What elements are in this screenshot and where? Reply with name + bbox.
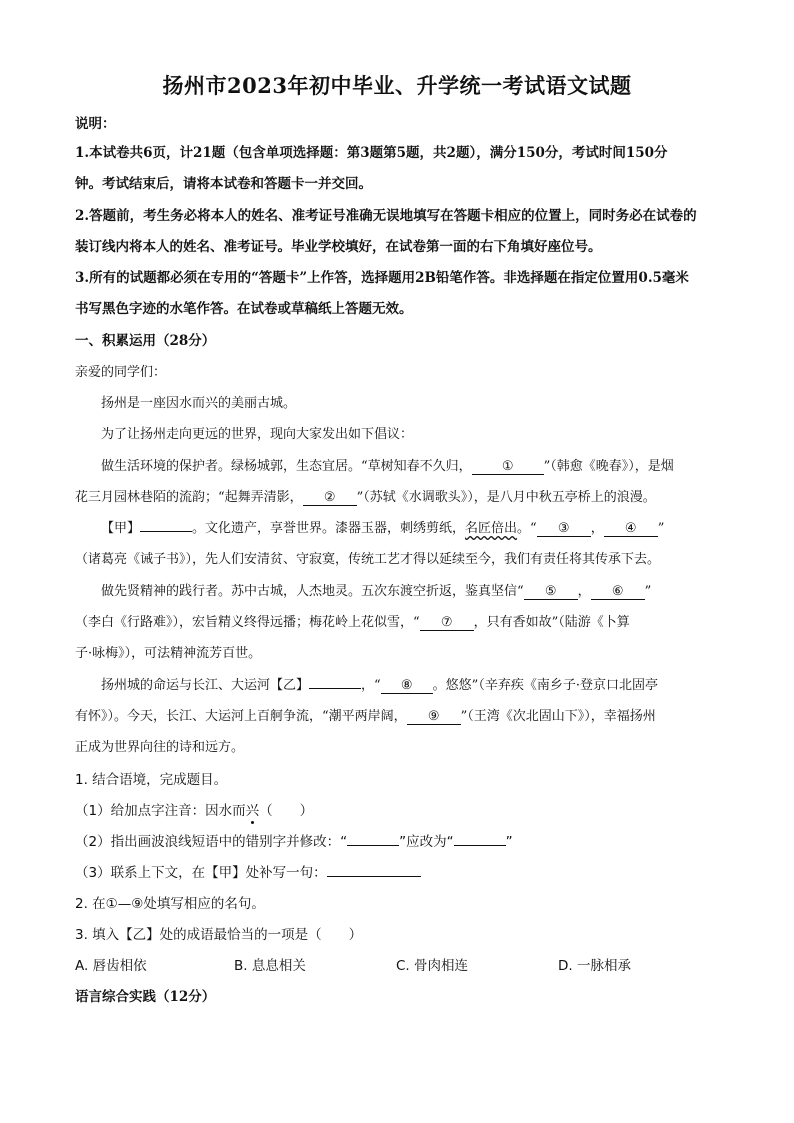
option-d[interactable]: D. 一脉相承 bbox=[558, 958, 631, 974]
text: ”（王湾《次北固山下》），幸福扬州 bbox=[460, 709, 656, 724]
text: ， bbox=[590, 521, 604, 536]
blank-7[interactable]: ⑦ bbox=[420, 615, 474, 631]
blank-8[interactable]: ⑧ bbox=[381, 678, 433, 694]
letter-paragraph-6-line-2 bbox=[75, 705, 656, 725]
text: ” bbox=[657, 521, 665, 536]
letter-paragraph-1: 扬州是一座因水而兴的美丽古城。 bbox=[101, 396, 297, 411]
blank-yi[interactable] bbox=[309, 688, 361, 689]
text: ”应改为“ bbox=[399, 834, 454, 850]
blank-1[interactable]: ① bbox=[472, 459, 544, 475]
letter-paragraph-6-line-3: 正成为世界向往的诗和远方。 bbox=[75, 740, 245, 755]
text: ， bbox=[577, 584, 591, 599]
question-1-3 bbox=[75, 861, 421, 881]
wrong-char-blank[interactable] bbox=[347, 845, 399, 846]
jia-marker: 【甲】 bbox=[101, 521, 141, 536]
text: ” bbox=[505, 834, 513, 850]
note-3-line-2: 书写黑色字迹的水笔作答。在试卷或草稿纸上答题无效。 bbox=[75, 301, 413, 317]
note-2-line-2: 装订线内将本人的姓名、准考证号。毕业学校填好，在试卷第一面的右下角填好座位号。 bbox=[75, 239, 602, 255]
letter-paragraph-4-line-2: （诸葛亮《诫子书》），先人们安清贫、守寂寞，传统工艺才得以延续至今，我们有责任将其传承下去。 bbox=[75, 552, 661, 567]
question-3: 3. 填入【乙】处的成语最恰当的一项是（ ） bbox=[75, 927, 363, 943]
text: 做先贤精神的践行者。苏中古城，人杰地灵。五次东渡空折返，鉴真坚信“ bbox=[101, 584, 524, 599]
text: 有怀》）。今天，长江、大运河上百舸争流，“潮平两岸阔， bbox=[75, 709, 407, 724]
letter-paragraph-6-line-1 bbox=[101, 674, 658, 694]
note-1-line-1: 1.本试卷共6页，计21题（包含单项选择题：第3题第5题，共2题），满分150分，考试时间150分 bbox=[75, 145, 668, 161]
question-1: 1. 结合语境，完成题目。 bbox=[75, 772, 228, 788]
letter-paragraph-4-line-1 bbox=[101, 517, 664, 537]
wavy-phrase: 名匠倍出 bbox=[465, 521, 518, 536]
question-1-1 bbox=[75, 799, 313, 819]
letter-paragraph-5-line-3: 子·咏梅》），可法精神流芳百世。 bbox=[75, 646, 262, 661]
blank-3[interactable]: ③ bbox=[537, 521, 591, 537]
text: ” bbox=[644, 584, 652, 599]
text: ，“ bbox=[361, 678, 381, 693]
section-1-heading: 一、积累运用（28分） bbox=[75, 333, 216, 349]
note-1-line-2: 钟。考试结束后，请将本试卷和答题卡一并交回。 bbox=[75, 176, 372, 192]
notes-heading: 说明： bbox=[75, 116, 116, 132]
option-a[interactable]: A. 唇齿相依 bbox=[75, 958, 147, 974]
text: （3）联系上下文，在【甲】处补写一句： bbox=[75, 865, 327, 881]
blank-6[interactable]: ⑥ bbox=[591, 584, 645, 600]
text: 做生活环境的保护者。绿杨城郭，生态宜居。“草树知春不久归， bbox=[101, 459, 472, 474]
answer-parens[interactable]: （ ） bbox=[259, 803, 314, 819]
letter-paragraph-2: 为了让扬州走向更远的世界，现向大家发出如下倡议： bbox=[101, 427, 414, 442]
blank-5[interactable]: ⑤ bbox=[524, 584, 578, 600]
text: 。“ bbox=[517, 521, 537, 536]
question-1-2 bbox=[75, 830, 513, 850]
blank-9[interactable]: ⑨ bbox=[407, 709, 461, 725]
text: ”（苏轼《水调歌头》），是八月中秋五亭桥上的浪漫。 bbox=[356, 490, 656, 505]
note-3-line-1: 3.所有的试题都必须在专用的“答题卡”上作答，选择题用2B铅笔作答。非选择题在指定位置用0.5毫米 bbox=[75, 270, 689, 286]
text: 花三月园林巷陌的流韵；“起舞弄清影， bbox=[75, 490, 303, 505]
question-3-options bbox=[0, 954, 794, 974]
letter-paragraph-3-line-2 bbox=[75, 486, 656, 506]
exam-title: 扬州市2023年初中毕业、升学统一考试语文试题 bbox=[162, 73, 632, 98]
section-2-heading: 语言综合实践（12分） bbox=[75, 989, 216, 1005]
letter-paragraph-5-line-2 bbox=[75, 611, 630, 631]
text: 扬州城的命运与长江、大运河【乙】 bbox=[101, 678, 310, 693]
text: 。文化遗产，享誉世界。漆器玉器，刺绣剪纸， bbox=[192, 521, 466, 536]
option-b[interactable]: B. 息息相关 bbox=[234, 958, 306, 974]
text: 。悠悠”（辛弃疾《南乡子·登京口北固亭 bbox=[432, 678, 658, 693]
option-c[interactable]: C. 骨肉相连 bbox=[396, 958, 469, 974]
letter-greeting: 亲爱的同学们： bbox=[75, 365, 167, 380]
correct-char-blank[interactable] bbox=[454, 845, 506, 846]
text: （2）指出画波浪线短语中的错别字并修改：“ bbox=[75, 834, 348, 850]
supplement-sentence-blank[interactable] bbox=[327, 876, 421, 877]
dotted-character: 兴 bbox=[245, 803, 260, 819]
letter-paragraph-3-line-1 bbox=[101, 455, 674, 475]
blank-4[interactable]: ④ bbox=[604, 521, 658, 537]
question-2: 2. 在①—⑨处填写相应的名句。 bbox=[75, 896, 265, 912]
letter-paragraph-5-line-1 bbox=[101, 580, 651, 600]
note-2-line-1: 2.答题前，考生务必将本人的姓名、准考证号准确无误地填写在答题卡相应的位置上，同时务必在试卷的 bbox=[75, 208, 697, 224]
blank-2[interactable]: ② bbox=[303, 490, 357, 506]
text: （李白《行路难》），宏旨精义终得远播；梅花岭上花似雪，“ bbox=[75, 615, 420, 630]
text: ，只有香如故”（陆游《卜算 bbox=[473, 615, 630, 630]
text: （1）给加点字注音：因水而 bbox=[75, 803, 246, 819]
blank-jia[interactable] bbox=[140, 531, 192, 532]
text: ”（韩愈《晚春》），是烟 bbox=[543, 459, 674, 474]
